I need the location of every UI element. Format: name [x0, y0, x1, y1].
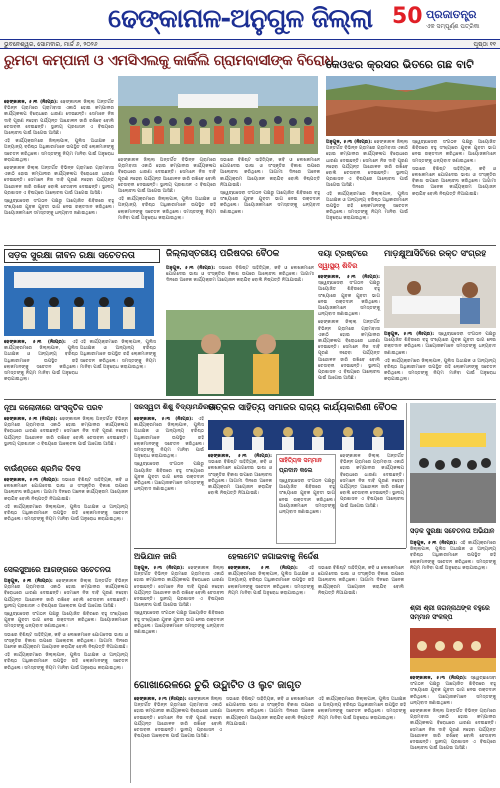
- news-b3-body-2: ସ୍ୱେଚ୍ଛାସେବୀ ସଂଗଠନ ପକ୍ଷରୁ ଆୟୋଜିତ ଶିବିରରେ ବହୁ ସଂଖ୍ୟାରେ ଯୁବକ ଯୁବତୀ ଭାଗ ନେଇ ରକ୍ତଦାନ କରିଥିଲେ। ଆୟୋଜକମାନେ ସମସ୍ତଙ୍କୁ ଧନ୍ୟବାଦ ଜଣାଇଥିଲେ।: [4, 612, 128, 630]
- district-meeting-column: [166, 266, 314, 308]
- cultural-column-3: [340, 454, 404, 544]
- news-b2-column: [4, 478, 128, 562]
- festival-dateline: ଢେଙ୍କାନାଳ, ୫।୩ (ନିଃପ୍ର):: [410, 676, 467, 681]
- awareness-body: ଏହି କାର୍ଯ୍ୟକ୍ରମରେ ଜିଲ୍ଲାପାଳ, ପୁଲିସ ଅଧୀକ୍ଷକ ଓ ଅନ୍ୟାନ୍ୟ ବରିଷ୍ଠ ଅଧିକାରୀମାନେ ଉପସ୍ଥିତ ରହି ଲୋକମାନଙ୍କୁ ସଚେତନ କରିଥିଲେ। ସମସ୍ତଙ୍କୁ ନିୟମ ମାନିବା ପାଇଁ ଅନୁରୋଧ କରାଯାଇଥିଲା।: [410, 541, 496, 571]
- cultural-sidebar-text: ସ୍ୱେଚ୍ଛାସେବୀ ସଂଗଠନ ପକ୍ଷରୁ ଆୟୋଜିତ ଶିବିରରେ ବହୁ ସଂଖ୍ୟାରେ ଯୁବକ ଯୁବତୀ ଭାଗ ନେଇ ରକ୍ତଦାନ କରିଥିଲେ। ଆୟୋଜକମାନେ ସମସ୍ତଙ୍କୁ ଧନ୍ୟବାଦ ଜଣାଇଥିଲେ।: [279, 479, 335, 516]
- trust-subhead: ସ୍ୱାସ୍ଥ୍ୟ ଶିବିର: [318, 262, 358, 270]
- abhiyan-body-2: ସ୍ୱେଚ୍ଛାସେବୀ ସଂଗଠନ ପକ୍ଷରୁ ଆୟୋଜିତ ଶିବିରରେ ବହୁ ସଂଖ୍ୟାରେ ଯୁବକ ଯୁବତୀ ଭାଗ ନେଇ ରକ୍ତଦାନ କରିଥିଲେ। ଆୟୋଜକମାନେ ସମସ୍ତଙ୍କୁ ଧନ୍ୟବାଦ ଜଣାଇଥିଲେ।: [134, 611, 224, 636]
- lead-body-1: ଢେଙ୍କାନାଳ ଜିଲ୍ଲା ଅନ୍ତର୍ଗତ ବିଭିନ୍ନ ଗ୍ରାମରେ ଗ୍ରାମବାସୀ ଏକାଠି ହୋଇ କମ୍ପାନୀର କାର୍ଯ୍ୟକଳାପ ବିରୋଧରେ ଧାରଣା ଦେଇଛନ୍ତି। ସେମାନେ ନିଜ ଦାବି ପୂରଣ ନହେବା ପର୍ଯ୍ୟନ୍ତ ଆନ୍ଦୋଳନ ଜାରି ରଖିବେ ବୋଲି ଚେତାବନୀ ଦେଇଛନ୍ତି। ସ୍ଥାନୀୟ ପ୍ରଶାସନ ଏ ବିଷୟରେ ଆଲୋଚନା ପାଇଁ ଆଗେଇ ଆସିଛି।: [4, 100, 114, 137]
- lead-column-2: [118, 158, 216, 242]
- bottom-dateline: ଢେଙ୍କାନାଳ, ୫।୩ (ନିଃପ୍ର):: [134, 697, 187, 702]
- blood-photo: [384, 266, 496, 328]
- awareness-column: [410, 541, 496, 601]
- top-right-dateline: ଅନୁଗୁଳ, ୫।୩ (ନିଃପ୍ର):: [326, 140, 373, 145]
- bottom-column-3: [318, 697, 406, 784]
- abhiyan-dateline: ଅନୁଗୁଳ, ୫।୩ (ନିଃପ୍ର):: [134, 566, 185, 571]
- top-right-body-3: ସ୍ୱେଚ୍ଛାସେବୀ ସଂଗଠନ ପକ୍ଷରୁ ଆୟୋଜିତ ଶିବିରରେ ବହୁ ସଂଖ୍ୟାରେ ଯୁବକ ଯୁବତୀ ଭାଗ ନେଇ ରକ୍ତଦାନ କରିଥିଲେ। ଆୟୋଜକମାନେ ସମସ୍ତଙ୍କୁ ଧନ୍ୟବାଦ ଜଣାଇଥିଲେ।: [412, 140, 496, 164]
- festival-body-2: ଢେଙ୍କାନାଳ ଜିଲ୍ଲା ଅନ୍ତର୍ଗତ ବିଭିନ୍ନ ଗ୍ରାମରେ ଗ୍ରାମବାସୀ ଏକାଠି ହୋଇ କମ୍ପାନୀର କାର୍ଯ୍ୟକଳାପ ବିରୋଧରେ ଧାରଣା ଦେଇଛନ୍ତି। ସେମାନେ ନିଜ ଦାବି ପୂରଣ ନହେବା ପର୍ଯ୍ୟନ୍ତ ଆନ୍ଦୋଳନ ଜାରି ରଖିବେ ବୋଲି ଚେତାବନୀ ଦେଇଛନ୍ତି। ସ୍ଥାନୀୟ ପ୍ରଶାସନ ଏ ବିଷୟରେ ଆଲୋଚନା ପାଇଁ ଆଗେଇ ଆସିଛି।: [410, 709, 496, 752]
- road-safety-headline: ସଡ଼କ ସୁରକ୍ଷା ଜୀବନ ରକ୍ଷା ସଚେତନତା: [4, 249, 160, 263]
- abhiyan-column: [134, 566, 224, 676]
- road-safety-body-1: ଏହି କାର୍ଯ୍ୟକ୍ରମରେ ଜିଲ୍ଲାପାଳ, ପୁଲିସ ଅଧୀକ୍ଷକ ଓ ଅନ୍ୟାନ୍ୟ ବରିଷ୍ଠ ଅଧିକାରୀମାନେ ଉପସ୍ଥିତ ରହି ଲୋକମାନଙ୍କୁ ସଚେତନ କରିଥିଲେ। ସମସ୍ତଙ୍କୁ ନିୟମ ମାନିବା ପାଇଁ ଅନୁରୋଧ କରାଯାଇଥିଲା।: [4, 340, 78, 383]
- news-b3-headline: ସେଲସୁଆରେ ଆଗଙ୍ଗରେ ସଚେତନତା: [4, 565, 111, 574]
- blood-body-1: ସ୍ୱେଚ୍ଛାସେବୀ ସଂଗଠନ ପକ୍ଷରୁ ଆୟୋଜିତ ଶିବିରରେ ବହୁ ସଂଖ୍ୟାରେ ଯୁବକ ଯୁବତୀ ଭାଗ ନେଇ ରକ୍ତଦାନ କରିଥିଲେ। ଆୟୋଜକମାନେ ସମସ୍ତଙ୍କୁ ଧନ୍ୟବାଦ ଜଣାଇଥିଲେ।: [384, 332, 497, 356]
- news-b3-body-3: ସଭାରେ ବିଶିଷ୍ଟ ସାହିତ୍ୟିକ, କବି ଓ ଲେଖକମାନେ ଯୋଗଦେଇ ଭାଷା ଓ ସଂସ୍କୃତିର ବିକାଶ ଉପରେ ଆଲୋଚନା କରିଥିଲେ। ଆଗାମୀ ଦିନରେ ଅନେକ କାର୍ଯ୍ୟକ୍ରମ ଆୟୋଜନ କରାଯିବ ବୋଲି ନିଷ୍ପତ୍ତି ନିଆଯାଇଛି।: [4, 632, 128, 651]
- lead-photo: [118, 76, 318, 154]
- education-dateline: ଢେଙ୍କାନାଳ, ୫।୩ (ନିଃପ୍ର):: [134, 417, 194, 422]
- award-ceremony-icon: [166, 310, 314, 396]
- district-meeting-headline: ଜିଲ୍ଲାସ୍ତରୀୟ ପରିଷଦର ବୈଠକ: [166, 249, 280, 259]
- awareness-headline: ସଡ଼କ ସୁରକ୍ଷା ସଚେତନତା ଅଭିଯାନ: [410, 527, 495, 535]
- newspaper-name: ପ୍ରଜାତନ୍ତ୍ର: [426, 8, 477, 21]
- news-b3-body-4: ଏହି କାର୍ଯ୍ୟକ୍ରମରେ ଜିଲ୍ଲାପାଳ, ପୁଲିସ ଅଧୀକ୍ଷକ ଓ ଅନ୍ୟାନ୍ୟ ବରିଷ୍ଠ ଅଧିକାରୀମାନେ ଉପସ୍ଥିତ ରହି ଲୋକମାନଙ୍କୁ ସଚେତନ କରିଥିଲେ। ସମସ୍ତଙ୍କୁ ନିୟମ ମାନିବା ପାଇଁ ଅନୁରୋଧ କରାଯାଇଥିଲା।: [4, 653, 128, 671]
- news-b2-body-2: ଏହି କାର୍ଯ୍ୟକ୍ରମରେ ଜିଲ୍ଲାପାଳ, ପୁଲିସ ଅଧୀକ୍ଷକ ଓ ଅନ୍ୟାନ୍ୟ ବରିଷ୍ଠ ଅଧିକାରୀମାନେ ଉପସ୍ଥିତ ରହି ଲୋକମାନଙ୍କୁ ସଚେତନ କରିଥିଲେ। ସମସ୍ତଙ୍କୁ ନିୟମ ମାନିବା ପାଇଁ ଅନୁରୋଧ କରାଯାଇଥିଲା।: [4, 504, 128, 523]
- education-column: [134, 417, 204, 545]
- trust-dateline: ଢେଙ୍କାନାଳ, ୫।୩ (ନିଃପ୍ର):: [318, 275, 380, 280]
- top-right-column-2: [412, 140, 496, 242]
- news-b1-body: ଢେଙ୍କାନାଳ ଜିଲ୍ଲା ଅନ୍ତର୍ଗତ ବିଭିନ୍ନ ଗ୍ରାମରେ ଗ୍ରାମବାସୀ ଏକାଠି ହୋଇ କମ୍ପାନୀର କାର୍ଯ୍ୟକଳାପ ବିରୋଧରେ ଧାରଣା ଦେଇଛନ୍ତି। ସେମାନେ ନିଜ ଦାବି ପୂରଣ ନହେବା ପର୍ଯ୍ୟନ୍ତ ଆନ୍ଦୋଳନ ଜାରି ରଖିବେ ବୋଲି ଚେତାବନୀ ଦେଇଛନ୍ତି। ସ୍ଥାନୀୟ ପ୍ରଶାସନ ଏ ବିଷୟରେ ଆଲୋଚନା ପାଇଁ ଆଗେଇ ଆସିଛି।: [4, 417, 128, 447]
- stage-meeting-icon: [208, 420, 404, 450]
- newspaper-tagline: ଏକ ସମ୍ପୂର୍ଣ୍ଣ ପତ୍ରିକା: [426, 23, 480, 30]
- festival-photo: [410, 628, 496, 672]
- cultural-dateline: ଢେଙ୍କାନାଳ, ୫।୩ (ନିଃପ୍ର):: [208, 454, 272, 459]
- divider: [4, 245, 496, 246]
- page-number: ପୃଷ୍ଠା ୧୧: [473, 41, 496, 48]
- news-b3-body: ଢେଙ୍କାନାଳ ଜିଲ୍ଲା ଅନ୍ତର୍ଗତ ବିଭିନ୍ନ ଗ୍ରାମରେ ଗ୍ରାମବାସୀ ଏକାଠି ହୋଇ କମ୍ପାନୀର କାର୍ଯ୍ୟକଳାପ ବିରୋଧରେ ଧାରଣା ଦେଇଛନ୍ତି। ସେମାନେ ନିଜ ଦାବି ପୂରଣ ନହେବା ପର୍ଯ୍ୟନ୍ତ ଆନ୍ଦୋଳନ ଜାରି ରଖିବେ ବୋଲି ଚେତାବନୀ ଦେଇଛନ୍ତି। ସ୍ଥାନୀୟ ପ୍ରଶାସନ ଏ ବିଷୟରେ ଆଲୋଚନା ପାଇଁ ଆଗେଇ ଆସିଛି।: [4, 579, 128, 609]
- news-b1-column: [4, 417, 128, 461]
- lead-body-4: ସ୍ୱେଚ୍ଛାସେବୀ ସଂଗଠନ ପକ୍ଷରୁ ଆୟୋଜିତ ଶିବିରରେ ବହୁ ସଂଖ୍ୟାରେ ଯୁବକ ଯୁବତୀ ଭାଗ ନେଇ ରକ୍ତଦାନ କରିଥିଲେ। ଆୟୋଜକମାନେ ସମସ୍ତଙ୍କୁ ଧନ୍ୟବାଦ ଜଣାଇଥିଲେ।: [4, 199, 114, 217]
- road-safety-body-2: ଏହି କାର୍ଯ୍ୟକ୍ରମରେ ଜିଲ୍ଲାପାଳ, ପୁଲିସ ଅଧୀକ୍ଷକ ଓ ଅନ୍ୟାନ୍ୟ ବରିଷ୍ଠ ଅଧିକାରୀମାନେ ଉପସ୍ଥିତ ରହି ଲୋକମାନଙ୍କୁ ସଚେତନ କରିଥିଲେ। ସମସ୍ତଙ୍କୁ ନିୟମ ମାନିବା ପାଇଁ ଅନୁରୋଧ କରାଯାଇଥିଲା।: [80, 340, 156, 370]
- newspaper-logo: [392, 4, 496, 34]
- abhiyan-body: ଢେଙ୍କାନାଳ ଜିଲ୍ଲା ଅନ୍ତର୍ଗତ ବିଭିନ୍ନ ଗ୍ରାମରେ ଗ୍ରାମବାସୀ ଏକାଠି ହୋଇ କମ୍ପାନୀର କାର୍ଯ୍ୟକଳାପ ବିରୋଧରେ ଧାରଣା ଦେଇଛନ୍ତି। ସେମାନେ ନିଜ ଦାବି ପୂରଣ ନହେବା ପର୍ଯ୍ୟନ୍ତ ଆନ୍ଦୋଳନ ଜାରି ରଖିବେ ବୋଲି ଚେତାବନୀ ଦେଇଛନ୍ତି। ସ୍ଥାନୀୟ ପ୍ରଶାସନ ଏ ବିଷୟରେ ଆଲୋଚନା ପାଇଁ ଆଗେଇ ଆସିଛି।: [134, 566, 225, 609]
- quarry-landscape-icon: [326, 76, 496, 136]
- police-body-2: ସଭାରେ ବିଶିଷ୍ଟ ସାହିତ୍ୟିକ, କବି ଓ ଲେଖକମାନେ ଯୋଗଦେଇ ଭାଷା ଓ ସଂସ୍କୃତିର ବିକାଶ ଉପରେ ଆଲୋଚନା କରିଥିଲେ। ଆଗାମୀ ଦିନରେ ଅନେକ କାର୍ଯ୍ୟକ୍ରମ ଆୟୋଜନ କରାଯିବ ବୋଲି ନିଷ୍ପତ୍ତି ନିଆଯାଇଛି।: [318, 566, 404, 596]
- lead-body-8: ସ୍ୱେଚ୍ଛାସେବୀ ସଂଗଠନ ପକ୍ଷରୁ ଆୟୋଜିତ ଶିବିରରେ ବହୁ ସଂଖ୍ୟାରେ ଯୁବକ ଯୁବତୀ ଭାଗ ନେଇ ରକ୍ତଦାନ କରିଥିଲେ। ଆୟୋଜକମାନେ ସମସ୍ତଙ୍କୁ ଧନ୍ୟବାଦ ଜଣାଇଥିଲେ।: [220, 191, 320, 215]
- anniversary-number: 50: [392, 4, 423, 29]
- news-b2-headline: ବାଉଁଣ୍ଡରେ ଶ୍ରମିକ ଦିବସ: [4, 464, 81, 473]
- road-safety-photo: [4, 266, 154, 336]
- district-meeting-body: ସଭାରେ ବିଶିଷ୍ଟ ସାହିତ୍ୟିକ, କବି ଓ ଲେଖକମାନେ ଯୋଗଦେଇ ଭାଷା ଓ ସଂସ୍କୃତିର ବିକାଶ ଉପରେ ଆଲୋଚନା କରିଥିଲେ। ଆଗାମୀ ଦିନରେ ଅନେକ କାର୍ଯ୍ୟକ୍ରମ ଆୟୋଜନ କରାଯିବ ବୋଲି ନିଷ୍ପତ୍ତି ନିଆଯାଇଛି।: [166, 266, 315, 284]
- bottom-body-1: ଢେଙ୍କାନାଳ ଜିଲ୍ଲା ଅନ୍ତର୍ଗତ ବିଭିନ୍ନ ଗ୍ରାମରେ ଗ୍ରାମବାସୀ ଏକାଠି ହୋଇ କମ୍ପାନୀର କାର୍ଯ୍ୟକଳାପ ବିରୋଧରେ ଧାରଣା ଦେଇଛନ୍ତି। ସେମାନେ ନିଜ ଦାବି ପୂରଣ ନହେବା ପର୍ଯ୍ୟନ୍ତ ଆନ୍ଦୋଳନ ଜାରି ରଖିବେ ବୋଲି ଚେତାବନୀ ଦେଇଛନ୍ତି। ସ୍ଥାନୀୟ ପ୍ରଶାସନ ଏ ବିଷୟରେ ଆଲୋଚନା ପାଇଁ ଆଗେଇ ଆସିଛି।: [134, 697, 222, 740]
- cultural-photo: [208, 420, 404, 450]
- divider: [4, 399, 496, 400]
- quarry-photo: [326, 76, 496, 136]
- news-b2-dateline: ଢେଙ୍କାନାଳ, ୫।୩ (ନିଃପ୍ର):: [4, 478, 59, 483]
- masthead: [0, 0, 500, 38]
- festival-body: ସ୍ୱେଚ୍ଛାସେବୀ ସଂଗଠନ ପକ୍ଷରୁ ଆୟୋଜିତ ଶିବିରରେ ବହୁ ସଂଖ୍ୟାରେ ଯୁବକ ଯୁବତୀ ଭାଗ ନେଇ ରକ୍ତଦାନ କରିଥିଲେ। ଆୟୋଜକମାନେ ସମସ୍ତଙ୍କୁ ଧନ୍ୟବାଦ ଜଣାଇଥିଲେ।: [410, 676, 496, 706]
- protest-crowd-icon: [118, 76, 318, 154]
- lead-dateline: ଢେଙ୍କାନାଳ, ୫।୩ (ନିଃପ୍ର):: [4, 100, 58, 105]
- news-b3-dateline: ଅନୁଗୁଳ, ୫।୩ (ନିଃପ୍ର):: [4, 579, 53, 584]
- temple-gathering-icon: [410, 628, 496, 672]
- cultural-headline: ଉତ୍କଳ ସାହିତ୍ୟ ସମାଜର ରାଜ୍ୟ କାର୍ଯ୍ୟକାରିଣୀ ବୈଠକ: [208, 403, 398, 413]
- bottom-headline: ଗୋଖାରେଳରେ ଚୁରି ଉଦ୍ଘାଟିତ ଓ ଲୁଟ ଜାଗୃତ: [134, 680, 302, 691]
- road-safety-column-1: [4, 340, 78, 396]
- divider: [134, 548, 406, 549]
- cultural-sidebar-headline: ସାହିତ୍ୟିକ ସମ୍ମାନ: [279, 457, 322, 464]
- road-safety-column-2: [80, 340, 156, 396]
- cultural-sidebar-subhead: ପ୍ରଦାନ କଲେ: [279, 467, 313, 474]
- top-right-body-2: ଏହି କାର୍ଯ୍ୟକ୍ରମରେ ଜିଲ୍ଲାପାଳ, ପୁଲିସ ଅଧୀକ୍ଷକ ଓ ଅନ୍ୟାନ୍ୟ ବରିଷ୍ଠ ଅଧିକାରୀମାନେ ଉପସ୍ଥିତ ରହି ଲୋକମାନଙ୍କୁ ସଚେତନ କରିଥିଲେ। ସମସ୍ତଙ୍କୁ ନିୟମ ମାନିବା ପାଇଁ ଅନୁରୋଧ କରାଯାଇଥିଲା।: [326, 191, 408, 222]
- dateline-bar: [0, 39, 500, 49]
- lead-body-5: ଢେଙ୍କାନାଳ ଜିଲ୍ଲା ଅନ୍ତର୍ଗତ ବିଭିନ୍ନ ଗ୍ରାମରେ ଗ୍ରାମବାସୀ ଏକାଠି ହୋଇ କମ୍ପାନୀର କାର୍ଯ୍ୟକଳାପ ବିରୋଧରେ ଧାରଣା ଦେଇଛନ୍ତି। ସେମାନେ ନିଜ ଦାବି ପୂରଣ ନହେବା ପର୍ଯ୍ୟନ୍ତ ଆନ୍ଦୋଳନ ଜାରି ରଖିବେ ବୋଲି ଚେତାବନୀ ଦେଇଛନ୍ତି। ସ୍ଥାନୀୟ ପ୍ରଶାସନ ଏ ବିଷୟରେ ଆଲୋଚନା ପାଇଁ ଆଗେଇ ଆସିଛି।: [118, 158, 216, 195]
- district-meeting-photo: [166, 310, 314, 396]
- festival-headline: ଶ୍ରୀ ଶ୍ରୀ ଜଗନ୍ନାଥଙ୍କ ବହୁରେ ସମ୍ମାନ ସଂକଳ୍ପ: [410, 604, 490, 621]
- awareness-dateline: ଅନୁଗୁଳ, ୫।୩ (ନିଃପ୍ର):: [410, 541, 458, 546]
- lead-column-1: [4, 100, 114, 242]
- trust-body-1: ସ୍ୱେଚ୍ଛାସେବୀ ସଂଗଠନ ପକ୍ଷରୁ ଆୟୋଜିତ ଶିବିରରେ ବହୁ ସଂଖ୍ୟାରେ ଯୁବକ ଯୁବତୀ ଭାଗ ନେଇ ରକ୍ତଦାନ କରିଥିଲେ। ଆୟୋଜକମାନେ ସମସ୍ତଙ୍କୁ ଧନ୍ୟବାଦ ଜଣାଇଥିଲେ।: [318, 281, 380, 318]
- festival-column: [410, 676, 496, 784]
- ceremony-stage-icon: [4, 266, 154, 336]
- column-rule: [406, 403, 407, 548]
- lead-body-6: ଏହି କାର୍ଯ୍ୟକ୍ରମରେ ଜିଲ୍ଲାପାଳ, ପୁଲିସ ଅଧୀକ୍ଷକ ଓ ଅନ୍ୟାନ୍ୟ ବରିଷ୍ଠ ଅଧିକାରୀମାନେ ଉପସ୍ଥିତ ରହି ଲୋକମାନଙ୍କୁ ସଚେତନ କରିଥିଲେ। ସମସ୍ତଙ୍କୁ ନିୟମ ମାନିବା ପାଇଁ ଅନୁରୋଧ କରାଯାଇଥିଲା।: [118, 197, 216, 221]
- lead-headline: ରୁମଟା କମ୍ପାନୀ ଓ ଏମସିଏଲକୁ କାର୍କିଲି ଗ୍ରାମବାସୀଙ୍କ ବିରୋଧ: [4, 53, 334, 69]
- bottom-column-1: [134, 697, 222, 784]
- issue-date: ଭୁବନେଶ୍ୱର, ସୋମବାର, ମାର୍ଚ୍ଚ ୬, ୨୦୨୬: [4, 41, 98, 48]
- police-column-1: [228, 566, 314, 676]
- blood-donation-icon: [384, 266, 496, 328]
- blood-body-2: ଏହି କାର୍ଯ୍ୟକ୍ରମରେ ଜିଲ୍ଲାପାଳ, ପୁଲିସ ଅଧୀକ୍ଷକ ଓ ଅନ୍ୟାନ୍ୟ ବରିଷ୍ଠ ଅଧିକାରୀମାନେ ଉପସ୍ଥିତ ରହି ଲୋକମାନଙ୍କୁ ସଚେତନ କରିଥିଲେ। ସମସ୍ତଙ୍କୁ ନିୟମ ମାନିବା ପାଇଁ ଅନୁରୋଧ କରାଯାଇଥିଲା।: [384, 358, 496, 383]
- cultural-body-3: ଢେଙ୍କାନାଳ ଜିଲ୍ଲା ଅନ୍ତର୍ଗତ ବିଭିନ୍ନ ଗ୍ରାମରେ ଗ୍ରାମବାସୀ ଏକାଠି ହୋଇ କମ୍ପାନୀର କାର୍ଯ୍ୟକଳାପ ବିରୋଧରେ ଧାରଣା ଦେଇଛନ୍ତି। ସେମାନେ ନିଜ ଦାବି ପୂରଣ ନହେବା ପର୍ଯ୍ୟନ୍ତ ଆନ୍ଦୋଳନ ଜାରି ରଖିବେ ବୋଲି ଚେତାବନୀ ଦେଇଛନ୍ତି। ସ୍ଥାନୀୟ ପ୍ରଶାସନ ଏ ବିଷୟରେ ଆଲୋଚନା ପାଇଁ ଆଗେଇ ଆସିଛି।: [340, 454, 405, 509]
- road-safety-dateline: ଢେଙ୍କାନାଳ, ୫।୩ (ନିଃପ୍ର):: [4, 340, 66, 345]
- cultural-sidebar: [276, 454, 336, 544]
- education-body: ଏହି କାର୍ଯ୍ୟକ୍ରମରେ ଜିଲ୍ଲାପାଳ, ପୁଲିସ ଅଧୀକ୍ଷକ ଓ ଅନ୍ୟାନ୍ୟ ବରିଷ୍ଠ ଅଧିକାରୀମାନେ ଉପସ୍ଥିତ ରହି ଲୋକମାନଙ୍କୁ ସଚେତନ କରିଥିଲେ। ସମସ୍ତଙ୍କୁ ନିୟମ ମାନିବା ପାଇଁ ଅନୁରୋଧ କରାଯାଇଥିଲା।: [134, 417, 204, 460]
- column-rule: [130, 403, 131, 783]
- trust-headline: ଦୟା ଟ୍ରଷ୍ଟରେ: [318, 249, 368, 258]
- bottom-body-2: ସଭାରେ ବିଶିଷ୍ଟ ସାହିତ୍ୟିକ, କବି ଓ ଲେଖକମାନେ ଯୋଗଦେଇ ଭାଷା ଓ ସଂସ୍କୃତିର ବିକାଶ ଉପରେ ଆଲୋଚନା କରିଥିଲେ। ଆଗାମୀ ଦିନରେ ଅନେକ କାର୍ଯ୍ୟକ୍ରମ ଆୟୋଜନ କରାଯିବ ବୋଲି ନିଷ୍ପତ୍ତି ନିଆଯାଇଛି।: [226, 697, 314, 727]
- lead-body-3: ଢେଙ୍କାନାଳ ଜିଲ୍ଲା ଅନ୍ତର୍ଗତ ବିଭିନ୍ନ ଗ୍ରାମରେ ଗ୍ରାମବାସୀ ଏକାଠି ହୋଇ କମ୍ପାନୀର କାର୍ଯ୍ୟକଳାପ ବିରୋଧରେ ଧାରଣା ଦେଇଛନ୍ତି। ସେମାନେ ନିଜ ଦାବି ପୂରଣ ନହେବା ପର୍ଯ୍ୟନ୍ତ ଆନ୍ଦୋଳନ ଜାରି ରଖିବେ ବୋଲି ଚେତାବନୀ ଦେଇଛନ୍ତି। ସ୍ଥାନୀୟ ପ୍ରଶାସନ ଏ ବିଷୟରେ ଆଲୋଚନା ପାଇଁ ଆଗେଇ ଆସିଛି।: [4, 166, 114, 196]
- police-dateline: ଢେଙ୍କାନାଳ, ୫।୩ (ନିଃପ୍ର):: [228, 566, 298, 571]
- blood-column: [384, 332, 496, 396]
- news-b1-dateline: ଢେଙ୍କାନାଳ, ୫।୩ (ନିଃପ୍ର):: [4, 417, 58, 422]
- news-b2-body: ସଭାରେ ବିଶିଷ୍ଟ ସାହିତ୍ୟିକ, କବି ଓ ଲେଖକମାନେ ଯୋଗଦେଇ ଭାଷା ଓ ସଂସ୍କୃତିର ବିକାଶ ଉପରେ ଆଲୋଚନା କରିଥିଲେ। ଆଗାମୀ ଦିନରେ ଅନେକ କାର୍ଯ୍ୟକ୍ରମ ଆୟୋଜନ କରାଯିବ ବୋଲି ନିଷ୍ପତ୍ତି ନିଆଯାଇଛି।: [4, 478, 128, 502]
- lead-column-3: [220, 158, 320, 242]
- top-right-body-1: ଢେଙ୍କାନାଳ ଜିଲ୍ଲା ଅନ୍ତର୍ଗତ ବିଭିନ୍ନ ଗ୍ରାମରେ ଗ୍ରାମବାସୀ ଏକାଠି ହୋଇ କମ୍ପାନୀର କାର୍ଯ୍ୟକଳାପ ବିରୋଧରେ ଧାରଣା ଦେଇଛନ୍ତି। ସେମାନେ ନିଜ ଦାବି ପୂରଣ ନହେବା ପର୍ଯ୍ୟନ୍ତ ଆନ୍ଦୋଳନ ଜାରି ରଖିବେ ବୋଲି ଚେତାବନୀ ଦେଇଛନ୍ତି। ସ୍ଥାନୀୟ ପ୍ରଶାସନ ଏ ବିଷୟରେ ଆଲୋଚନା ପାଇଁ ଆଗେଇ ଆସିଛି।: [326, 140, 409, 189]
- top-right-column-1: [326, 140, 408, 242]
- news-b1-headline: ନୂଆ କଲୋନୀରେ ସାଂସ୍କୃତିକ ପରବ: [4, 403, 103, 412]
- page-title: ଢେଙ୍କାନାଳ-ଅନୁଗୁଳ ଜିଲ୍ଲା: [108, 4, 373, 34]
- top-right-headline: କେଓଝର କ୍ରସର ଭିତରେ ଗଛ ବାଟି: [326, 58, 474, 71]
- cultural-body-1: ସଭାରେ ବିଶିଷ୍ଟ ସାହିତ୍ୟିକ, କବି ଓ ଲେଖକମାନେ ଯୋଗଦେଇ ଭାଷା ଓ ସଂସ୍କୃତିର ବିକାଶ ଉପରେ ଆଲୋଚନା କରିଥିଲେ। ଆଗାମୀ ଦିନରେ ଅନେକ କାର୍ଯ୍ୟକ୍ରମ ଆୟୋଜନ କରାଯିବ ବୋଲି ନିଷ୍ପତ୍ତି ନିଆଯାଇଛି।: [208, 460, 272, 497]
- bottom-body-3: ଏହି କାର୍ଯ୍ୟକ୍ରମରେ ଜିଲ୍ଲାପାଳ, ପୁଲିସ ଅଧୀକ୍ଷକ ଓ ଅନ୍ୟାନ୍ୟ ବରିଷ୍ଠ ଅଧିକାରୀମାନେ ଉପସ୍ଥିତ ରହି ଲୋକମାନଙ୍କୁ ସଚେତନ କରିଥିଲେ। ସମସ୍ତଙ୍କୁ ନିୟମ ମାନିବା ପାଇଁ ଅନୁରୋଧ କରାଯାଇଥିଲା।: [318, 697, 406, 721]
- news-b3-column: [4, 579, 128, 784]
- blood-dateline: ଅନୁଗୁଳ, ୫।୩ (ନିଃପ୍ର):: [384, 332, 435, 337]
- district-meeting-dateline: ଅନୁଗୁଳ, ୫।୩ (ନିଃପ୍ର):: [166, 266, 216, 271]
- abhiyan-headline: ଅଭିଯାନ ଜାରି: [134, 552, 177, 561]
- police-body: ଏହି କାର୍ଯ୍ୟକ୍ରମରେ ଜିଲ୍ଲାପାଳ, ପୁଲିସ ଅଧୀକ୍ଷକ ଓ ଅନ୍ୟାନ୍ୟ ବରିଷ୍ଠ ଅଧିକାରୀମାନେ ଉପସ୍ଥିତ ରହି ଲୋକମାନଙ୍କୁ ସଚେତନ କରିଥିଲେ। ସମସ୍ତଙ୍କୁ ନିୟମ ମାନିବା ପାଇଁ ଅନୁରୋଧ କରାଯାଇଥିଲା।: [228, 566, 314, 596]
- police-headline: ହେଲମେଟ ଜଗାଇବାକୁ ନିର୍ଦ୍ଦେଶ: [228, 552, 319, 561]
- trust-body-2: ଢେଙ୍କାନାଳ ଜିଲ୍ଲା ଅନ୍ତର୍ଗତ ବିଭିନ୍ନ ଗ୍ରାମରେ ଗ୍ରାମବାସୀ ଏକାଠି ହୋଇ କମ୍ପାନୀର କାର୍ଯ୍ୟକଳାପ ବିରୋଧରେ ଧାରଣା ଦେଇଛନ୍ତି। ସେମାନେ ନିଜ ଦାବି ପୂରଣ ନହେବା ପର୍ଯ୍ୟନ୍ତ ଆନ୍ଦୋଳନ ଜାରି ରଖିବେ ବୋଲି ଚେତାବନୀ ଦେଇଛନ୍ତି। ସ୍ଥାନୀୟ ପ୍ରଶାସନ ଏ ବିଷୟରେ ଆଲୋଚନା ପାଇଁ ଆଗେଇ ଆସିଛି।: [318, 320, 380, 382]
- awareness-photo: [410, 403, 496, 523]
- trust-column: [318, 275, 380, 396]
- lead-body-7: ସଭାରେ ବିଶିଷ୍ଟ ସାହିତ୍ୟିକ, କବି ଓ ଲେଖକମାନେ ଯୋଗଦେଇ ଭାଷା ଓ ସଂସ୍କୃତିର ବିକାଶ ଉପରେ ଆଲୋଚନା କରିଥିଲେ। ଆଗାମୀ ଦିନରେ ଅନେକ କାର୍ଯ୍ୟକ୍ରମ ଆୟୋଜନ କରାଯିବ ବୋଲି ନିଷ୍ପତ୍ତି ନିଆଯାଇଛି।: [220, 158, 320, 188]
- top-right-body-4: ସଭାରେ ବିଶିଷ୍ଟ ସାହିତ୍ୟିକ, କବି ଓ ଲେଖକମାନେ ଯୋଗଦେଇ ଭାଷା ଓ ସଂସ୍କୃତିର ବିକାଶ ଉପରେ ଆଲୋଚନା କରିଥିଲେ। ଆଗାମୀ ଦିନରେ ଅନେକ କାର୍ଯ୍ୟକ୍ରମ ଆୟୋଜନ କରାଯିବ ବୋଲି ନିଷ୍ପତ୍ତି ନିଆଯାଇଛି।: [412, 166, 496, 197]
- cultural-column-1: [208, 454, 272, 544]
- blood-headline: ମାଡ଼କ୍ଷୁଆସିଟିରେ ରକ୍ତ ସଂଗ୍ରହ: [384, 249, 487, 259]
- police-column-2: [318, 566, 404, 676]
- rally-icon: [410, 403, 496, 523]
- lead-body-2: ଏହି କାର୍ଯ୍ୟକ୍ରମରେ ଜିଲ୍ଲାପାଳ, ପୁଲିସ ଅଧୀକ୍ଷକ ଓ ଅନ୍ୟାନ୍ୟ ବରିଷ୍ଠ ଅଧିକାରୀମାନେ ଉପସ୍ଥିତ ରହି ଲୋକମାନଙ୍କୁ ସଚେତନ କରିଥିଲେ। ସମସ୍ତଙ୍କୁ ନିୟମ ମାନିବା ପାଇଁ ଅନୁରୋଧ କରାଯାଇଥିଲା।: [4, 139, 114, 163]
- cultural-sidebar-body: [279, 479, 335, 543]
- bottom-column-2: [226, 697, 314, 784]
- education-headline: ସରସ୍ୱତୀ ଶିଶୁ ବିଦ୍ୟାମନ୍ଦିରରେ: [134, 403, 218, 411]
- education-body-2: ସ୍ୱେଚ୍ଛାସେବୀ ସଂଗଠନ ପକ୍ଷରୁ ଆୟୋଜିତ ଶିବିରରେ ବହୁ ସଂଖ୍ୟାରେ ଯୁବକ ଯୁବତୀ ଭାଗ ନେଇ ରକ୍ତଦାନ କରିଥିଲେ। ଆୟୋଜକମାନେ ସମସ୍ତଙ୍କୁ ଧନ୍ୟବାଦ ଜଣାଇଥିଲେ।: [134, 462, 204, 493]
